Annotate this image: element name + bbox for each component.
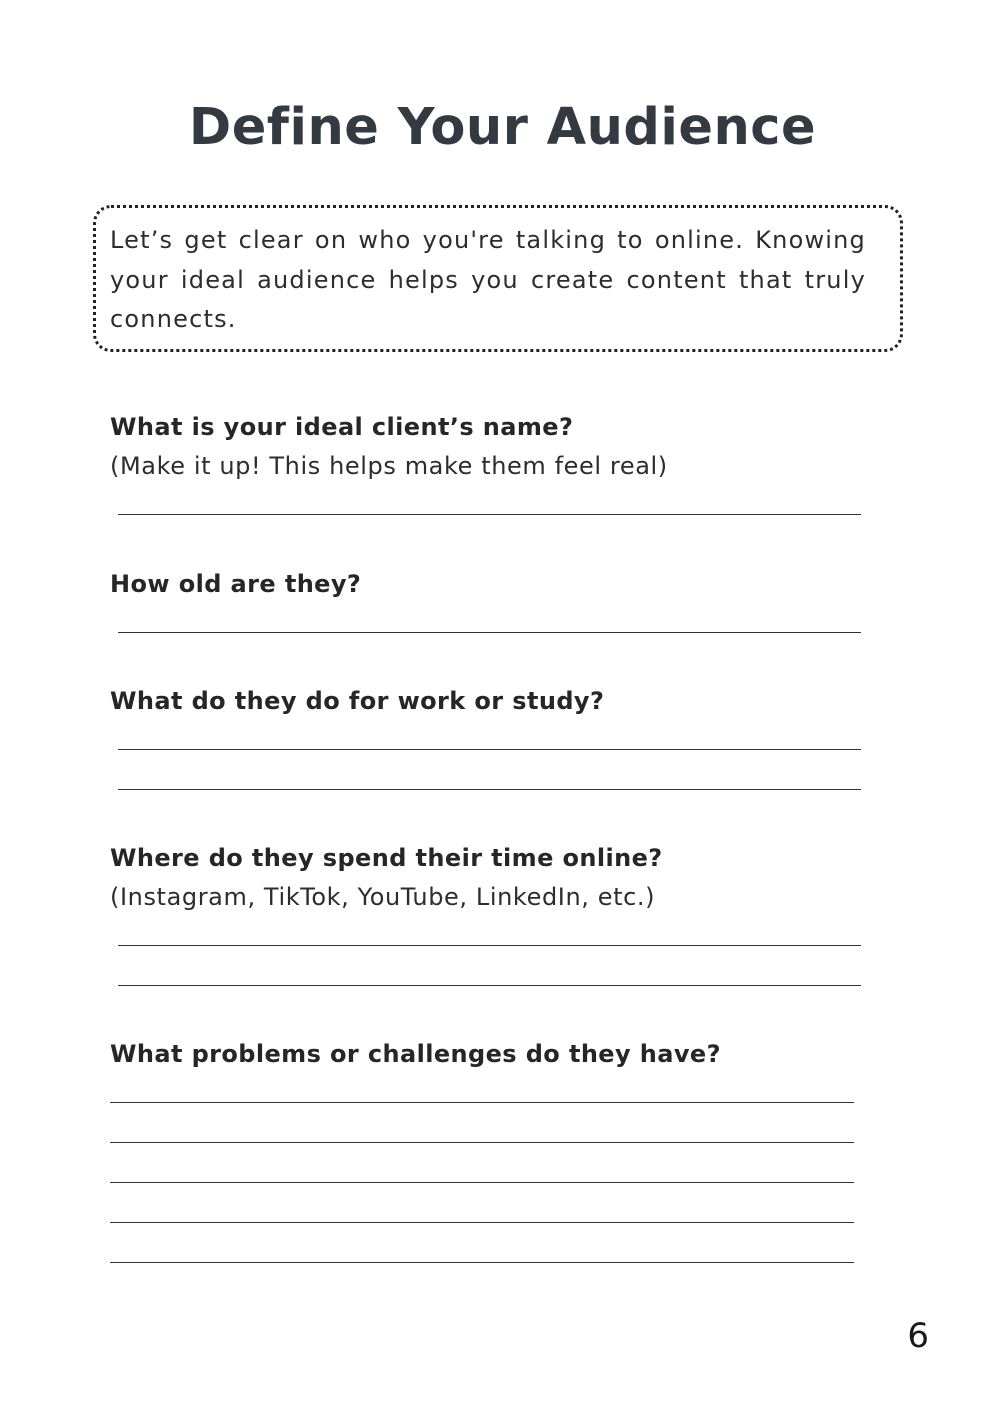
question-online-time: Where do they spend their time online? xyxy=(110,844,663,872)
hint-online-time: (Instagram, TikTok, YouTube, LinkedIn, etc.) xyxy=(110,883,656,911)
answer-line[interactable] xyxy=(118,632,861,633)
answer-line[interactable] xyxy=(118,749,861,750)
question-work-study: What do they do for work or study? xyxy=(110,687,605,715)
answer-line[interactable] xyxy=(118,985,861,986)
answer-line[interactable] xyxy=(118,514,861,515)
answer-line[interactable] xyxy=(118,789,861,790)
answer-line[interactable] xyxy=(110,1142,854,1143)
question-client-name: What is your ideal client’s name? xyxy=(110,413,574,441)
answer-line[interactable] xyxy=(110,1222,854,1223)
answer-line[interactable] xyxy=(110,1102,854,1103)
page-number: 6 xyxy=(907,1316,929,1356)
question-age: How old are they? xyxy=(110,570,362,598)
hint-client-name: (Make it up! This helps make them feel real) xyxy=(110,452,668,480)
answer-line[interactable] xyxy=(118,945,861,946)
page-title: Define Your Audience xyxy=(188,98,817,157)
answer-line[interactable] xyxy=(110,1182,854,1183)
answer-line[interactable] xyxy=(110,1262,854,1263)
intro-text: Let’s get clear on who you're talking to online. Knowing your ideal audience helps you create content that truly connects. xyxy=(110,226,866,333)
question-problems: What problems or challenges do they have? xyxy=(110,1040,721,1068)
